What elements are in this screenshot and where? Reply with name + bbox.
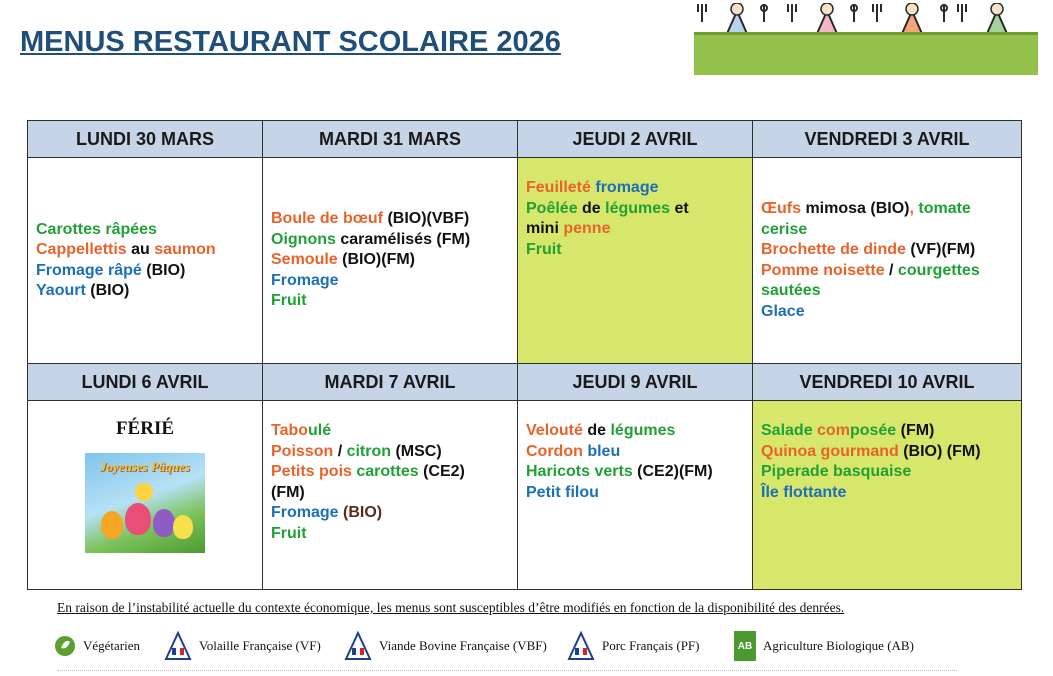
menu-item-text: (FM) xyxy=(271,483,305,501)
menu-line xyxy=(271,462,509,483)
menu-item-text: ulé xyxy=(308,422,332,439)
menu-line xyxy=(36,240,254,261)
menu-item-text: Velouté xyxy=(526,422,588,439)
week1-header-row xyxy=(28,121,1022,158)
menu-item-text: (BIO) (FM) xyxy=(903,442,981,460)
menu-line xyxy=(526,483,744,504)
menu-line xyxy=(271,442,509,463)
menu-line xyxy=(761,199,1013,220)
legend-label: Porc Français (PF) xyxy=(602,638,700,653)
menu-line xyxy=(526,240,744,261)
menu-item-text: (CE2) xyxy=(423,463,465,480)
page-title: MENUS RESTAURANT SCOLAIRE 2026 xyxy=(20,26,561,58)
menu-line xyxy=(271,209,509,230)
menu-item-text: et xyxy=(674,199,689,217)
menu-cell-highlighted xyxy=(753,401,1022,590)
menu-line xyxy=(526,462,744,483)
menu-item-text: de xyxy=(582,199,606,217)
menu-item-text: légumes xyxy=(605,199,675,217)
menu-item-text: mimosa (BIO) xyxy=(805,200,910,217)
menu-line xyxy=(36,281,254,302)
menu-item-text: mini xyxy=(526,220,564,237)
menu-cell xyxy=(28,158,263,364)
menu-item-text: Haricots verts xyxy=(526,463,638,480)
menu-item-text: (BIO)(VBF) xyxy=(387,210,470,228)
legend-item xyxy=(566,629,700,663)
menu-item-text: Piperade basquaise xyxy=(761,463,912,480)
menu-item-text: Glace xyxy=(761,302,805,320)
menu-line xyxy=(761,261,1013,282)
legend-label: Végétarien xyxy=(83,638,141,653)
menu-line xyxy=(761,421,1013,442)
day-header: LUNDI 6 AVRIL xyxy=(28,364,263,401)
menu-line xyxy=(761,220,1013,241)
menu-line xyxy=(761,442,1013,463)
menu-item-text: Fruit xyxy=(271,524,307,542)
holiday-cell xyxy=(28,401,263,590)
menu-line xyxy=(271,250,509,271)
legend-label: Viande Bovine Française (VBF) xyxy=(379,638,547,653)
menu-line xyxy=(271,483,509,504)
menu-item-text: Fruit xyxy=(271,292,307,310)
table-cloth xyxy=(694,32,1038,75)
menu-item-text: de xyxy=(587,422,611,439)
menu-line xyxy=(761,483,1013,504)
legend-item xyxy=(343,629,547,663)
menu-item-text: Poêlée xyxy=(526,199,583,217)
menu-cell xyxy=(263,401,518,590)
menu-item-text: Petits pois xyxy=(271,463,357,480)
menu-line xyxy=(271,503,509,524)
menu-item-text: Fruit xyxy=(526,240,562,258)
easter-image xyxy=(85,453,205,553)
menu-line xyxy=(271,271,509,292)
menu-item-text: bleu xyxy=(587,442,621,460)
menu-item-text: Brochette de dinde xyxy=(761,241,911,258)
svg-text:AB: AB xyxy=(737,641,753,652)
menu-item-text: carottes xyxy=(356,463,424,480)
footer-disclaimer: En raison de l’instabilité actuelle du contexte économique, les menus sont susceptibles d’être modifiés en fonction de la disponibilité des denrées. xyxy=(57,600,845,615)
menu-item-text: (BIO) xyxy=(90,282,130,299)
menu-item-text: Fromage râpé xyxy=(36,261,147,279)
menu-item-text: (BIO) xyxy=(343,504,383,521)
menu-item-text: (BIO) xyxy=(146,261,186,279)
label-legend xyxy=(53,629,993,663)
page-edge xyxy=(57,670,957,676)
week2-header-row xyxy=(28,364,1022,401)
day-header: VENDREDI 10 AVRIL xyxy=(753,364,1022,401)
legend-label: Agriculture Biologique (AB) xyxy=(763,638,914,653)
kids-dining-illustration xyxy=(694,0,1038,75)
menu-item-text: Pomme noisette xyxy=(761,261,890,279)
menu-item-text: (MSC) xyxy=(395,442,442,460)
menu-line xyxy=(526,219,744,240)
menu-item-text: , xyxy=(909,200,919,217)
menu-item-text: sautées xyxy=(761,282,821,299)
menu-item-text: Tabo xyxy=(271,422,309,439)
menu-item-text: fromage xyxy=(595,179,659,196)
menu-item-text: légumes xyxy=(610,422,676,439)
menu-line xyxy=(761,281,1013,302)
menu-line xyxy=(761,302,1013,323)
menu-item-text: Fromage xyxy=(271,504,344,521)
menu-item-text: Semoule xyxy=(271,251,343,269)
menu-line xyxy=(271,230,509,251)
menu-line xyxy=(526,421,744,442)
menu-line xyxy=(271,524,509,545)
menu-item-text: citron xyxy=(346,442,396,460)
vegetarian-icon xyxy=(53,634,77,658)
menu-item-text: Fromage xyxy=(271,271,339,289)
menu-item-text: Poisson xyxy=(271,442,338,460)
week2-menu-row xyxy=(28,401,1022,590)
menu-item-text: Île flottante xyxy=(761,483,847,501)
menu-item-text: caramélisés (FM) xyxy=(340,230,471,248)
agriculture-bio-icon xyxy=(733,630,757,662)
viande-bovine-icon xyxy=(343,630,373,662)
menu-item-text: Carottes râpées xyxy=(36,220,157,238)
menu-line xyxy=(761,462,1013,483)
menu-item-text: tomate xyxy=(918,200,971,217)
menu-item-text: / xyxy=(337,442,347,460)
menu-item-text: Quinoa gourmand xyxy=(761,442,904,460)
menu-cell xyxy=(263,158,518,364)
day-header: JEUDI 2 AVRIL xyxy=(518,121,753,158)
menu-item-text: Cordon xyxy=(526,442,588,460)
porc-francais-icon xyxy=(566,630,596,662)
legend-label: Volaille Française (VF) xyxy=(199,638,321,653)
day-header: VENDREDI 3 AVRIL xyxy=(753,121,1022,158)
menu-line xyxy=(36,261,254,282)
menu-item-text: (CE2)(FM) xyxy=(637,463,713,480)
menu-item-text: Œufs xyxy=(761,200,806,217)
day-header: JEUDI 9 AVRIL xyxy=(518,364,753,401)
menu-item-text: Cappellettis xyxy=(36,241,132,258)
week1-menu-row xyxy=(28,158,1022,364)
menu-item-text: cerise xyxy=(761,220,808,238)
menu-cell xyxy=(518,401,753,590)
menu-line xyxy=(36,220,254,241)
day-header: LUNDI 30 MARS xyxy=(28,121,263,158)
menu-item-text: Yaourt xyxy=(36,282,91,299)
menu-item-text: penne xyxy=(563,220,611,237)
menu-item-text: (VF)(FM) xyxy=(910,241,976,258)
menu-line xyxy=(526,178,744,199)
menu-item-text: saumon xyxy=(154,241,216,258)
menu-item-text: Oignons xyxy=(271,230,341,248)
volaille-francaise-icon xyxy=(163,630,193,662)
menu-item-text: courgettes xyxy=(897,261,980,279)
menu-line xyxy=(526,442,744,463)
legend-item xyxy=(53,629,140,663)
menu-line xyxy=(526,199,744,220)
menu-cell xyxy=(753,158,1022,364)
menu-line xyxy=(271,291,509,312)
menu-item-text: posée xyxy=(849,422,901,439)
menu-table xyxy=(27,120,1022,590)
menu-item-text: (BIO)(FM) xyxy=(342,251,415,269)
menu-cell-highlighted xyxy=(518,158,753,364)
menu-item-text: au xyxy=(131,241,155,258)
menu-item-text: Boule de bœuf xyxy=(271,210,388,228)
easter-image-text: Joyeuses Pâques xyxy=(100,459,190,475)
day-header: MARDI 7 AVRIL xyxy=(263,364,518,401)
menu-line xyxy=(271,421,509,442)
menu-item-text: / xyxy=(889,261,898,279)
menu-item-text: (FM) xyxy=(900,422,935,439)
holiday-label: FÉRIÉ xyxy=(115,417,175,439)
menu-item-text: Salade xyxy=(761,422,818,439)
menu-item-text: com xyxy=(817,422,850,439)
menu-item-text: Petit filou xyxy=(526,483,599,501)
legend-item xyxy=(163,629,321,663)
legend-item xyxy=(733,629,914,663)
menu-item-text: Feuilleté xyxy=(526,179,596,196)
menu-line xyxy=(761,240,1013,261)
day-header: MARDI 31 MARS xyxy=(263,121,518,158)
